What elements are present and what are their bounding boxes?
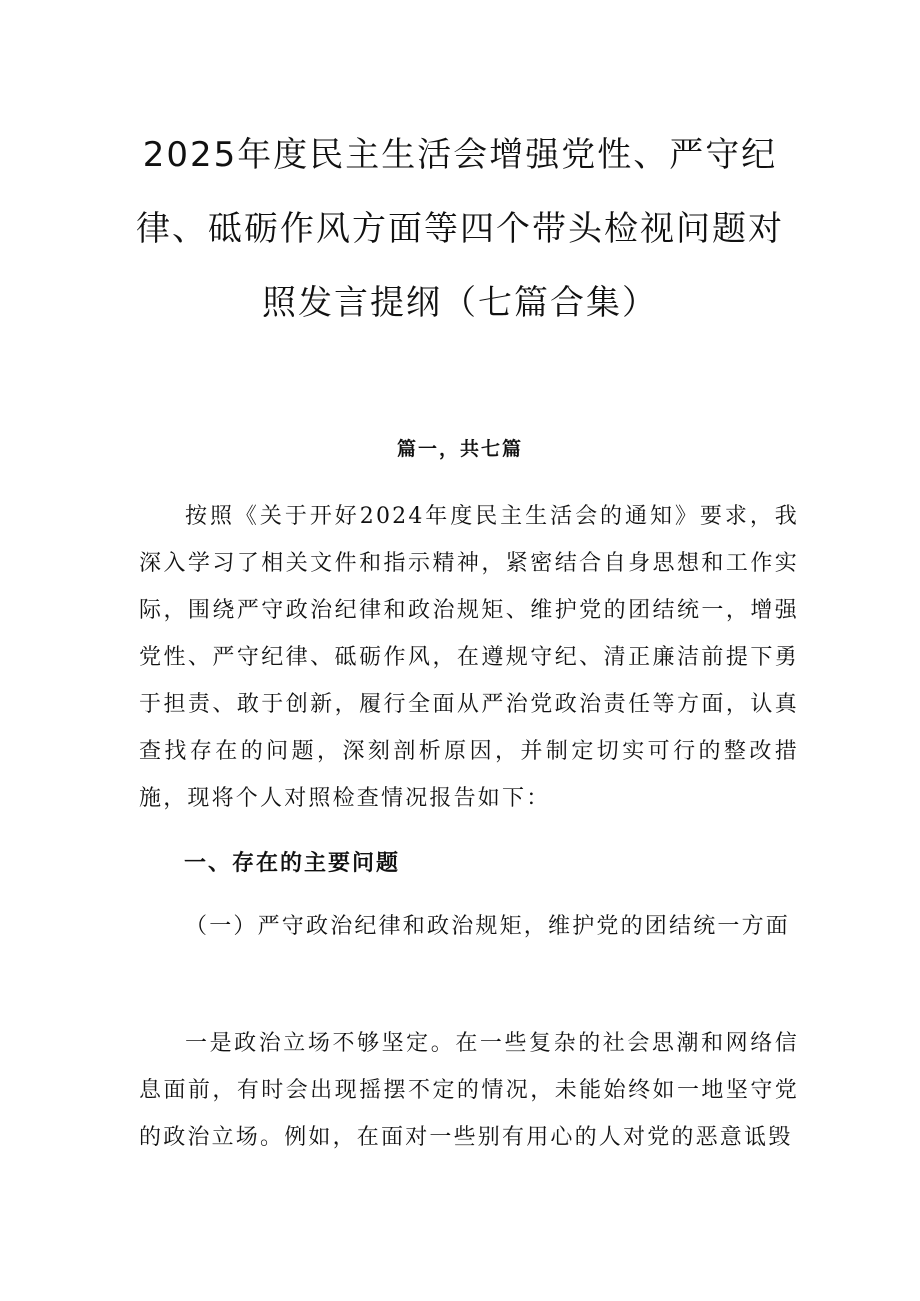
subheading-political-discipline: （一）严守政治纪律和政治规矩，维护党的团结统一方面 — [185, 914, 791, 939]
item-paragraph-1: 一是政治立场不够坚定。在一些复杂的社会思潮和网络信息面前，有时会出现摇摆不定的情况，未能始终如一地坚守党的政治立场。例如，在面对一些别有用心的人对党的恶意诋毁 — [139, 1031, 799, 1150]
title-line-1: 2025年度民主生活会增强党性、严守纪 — [142, 135, 778, 175]
title-line-3: 照发言提纲（七篇合集） — [262, 283, 658, 323]
intro-paragraph: 按照《关于开好2024年度民主生活会的通知》要求，我深入学习了相关文件和指示精神，紧密结合自身思想和工作实际，围绕严守政治纪律和政治规矩、维护党的团结统一，增强党性、严守纪律、砥砺作风，在遵规守纪、清正廉洁前提下勇于担责、敢于创新，履行全面从严治党政治责任等方面，认真查找存在的问题，深刻剖析原因，并制定切实可行的整改措施，现将个人对照检查情况报告如下： — [139, 504, 799, 811]
document-title — [130, 118, 790, 340]
heading-main-problems: 一、存在的主要问题 — [184, 851, 401, 876]
title-line-2: 律、砥砺作风方面等四个带头检视问题对 — [136, 209, 784, 249]
section-label: 篇一，共七篇 — [396, 438, 523, 460]
